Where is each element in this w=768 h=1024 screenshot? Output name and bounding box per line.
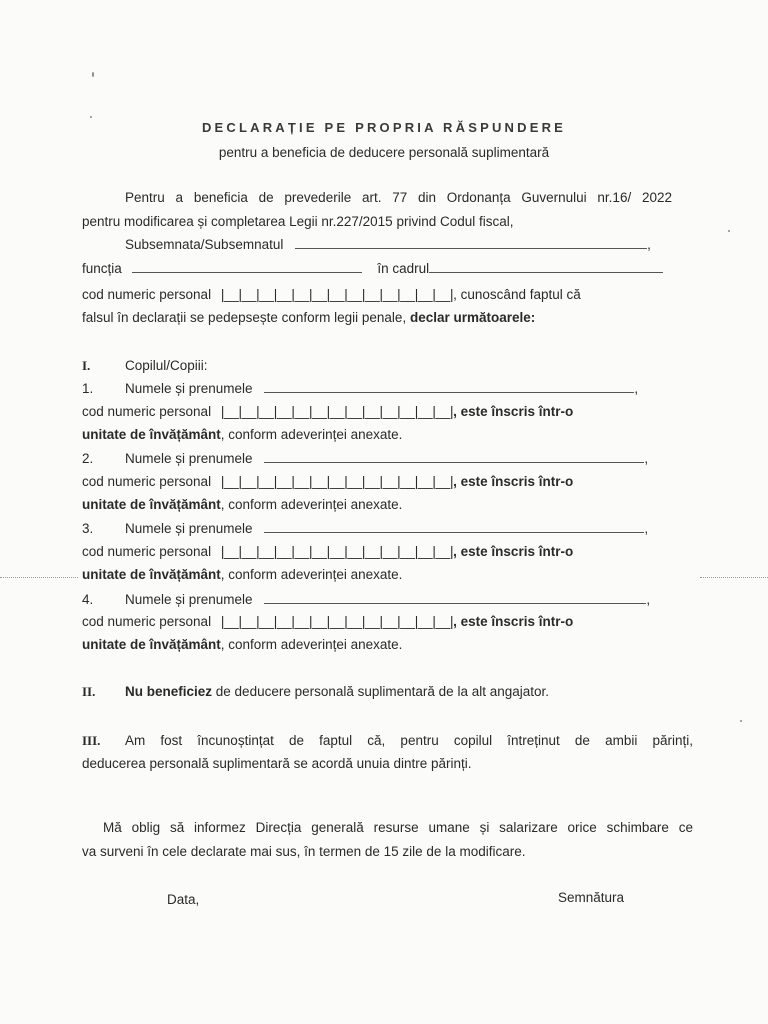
child-2-cnp-row: [82, 474, 573, 490]
child-3-number: 3.: [82, 521, 94, 536]
child-2-number: 2.: [82, 451, 94, 466]
child-4-name-row: Numele și prenumele ,: [125, 592, 651, 607]
scan-speck: [90, 116, 92, 118]
section-3-line-1: Am fost încunoștințat de faptul că, pentru copilul întreținut de ambii părinți,: [125, 733, 693, 748]
child-name-label: Numele și prenumele: [125, 451, 253, 466]
section-1-heading: Copilul/Copiii:: [125, 358, 208, 373]
child-3-cnp-row: [82, 544, 573, 560]
unit-bold-text: unitate de învățământ: [82, 637, 221, 652]
child-2-cnp-field[interactable]: |__|__|__|__|__|__|__|__|__|__|__|__|__|: [220, 474, 454, 489]
child-cnp-label: cod numeric personal: [82, 474, 212, 489]
function-row: [82, 261, 663, 277]
intro-line-2: pentru modificarea și completarea Legii nr.227/2015 privind Codul fiscal,: [82, 214, 514, 229]
scan-speck: [728, 230, 730, 232]
child-cnp-label: cod numeric personal: [82, 544, 212, 559]
section-3-numeral: III.: [82, 733, 101, 748]
knowing-text: , cunoscând faptul că: [453, 287, 581, 302]
child-4-name-field[interactable]: [264, 592, 646, 604]
scan-fold-line: [700, 577, 768, 578]
scan-speck: [740, 720, 742, 722]
child-3-cnp-field[interactable]: |__|__|__|__|__|__|__|__|__|__|__|__|__|: [220, 544, 454, 559]
unit-rest-text: , conform adeverinței anexate.: [220, 637, 403, 652]
unit-rest-text: , conform adeverinței anexate.: [220, 497, 403, 512]
enrolled-text: , este înscris într-o: [453, 474, 574, 489]
unit-rest-text: , conform adeverinței anexate.: [220, 427, 403, 442]
child-2-unit-row: [82, 497, 402, 513]
child-4-unit-row: [82, 637, 402, 653]
child-3-name-field[interactable]: [264, 521, 644, 533]
child-name-label: Numele și prenumele: [125, 521, 253, 536]
date-label: Data,: [167, 892, 200, 907]
signature-label: Semnătura: [558, 890, 625, 905]
section-1-numeral: I.: [82, 358, 91, 373]
within-field[interactable]: [429, 261, 663, 273]
child-4-cnp-row: [82, 614, 573, 630]
section-2-text: de deducere personală suplimentară de la alt angajator.: [212, 684, 550, 699]
child-name-label: Numele și prenumele: [125, 592, 253, 607]
unit-rest-text: , conform adeverinței anexate.: [220, 567, 403, 582]
child-cnp-label: cod numeric personal: [82, 404, 212, 419]
section-2-numeral: II.: [82, 684, 96, 699]
child-cnp-label: cod numeric personal: [82, 614, 212, 629]
child-4-number: 4.: [82, 592, 94, 607]
document-title: DECLARAȚIE PE PROPRIA RĂSPUNDERE: [201, 120, 567, 135]
child-name-label: Numele și prenumele: [125, 381, 253, 396]
cnp-boxes-field[interactable]: |__|__|__|__|__|__|__|__|__|__|__|__|__|: [220, 287, 454, 302]
declarant-cnp-row: [82, 287, 581, 303]
child-1-name-field[interactable]: [264, 381, 634, 393]
child-1-cnp-field[interactable]: |__|__|__|__|__|__|__|__|__|__|__|__|__|: [220, 404, 454, 419]
child-2-name-row: Numele și prenumele ,: [125, 451, 649, 466]
function-field[interactable]: [132, 261, 362, 273]
intro-line-1: Pentru a beneficia de prevederile art. 77 din Ordonanța Guvernului nr.16/ 2022: [125, 190, 672, 205]
child-1-cnp-row: [82, 404, 573, 420]
section-2-text-row: [125, 684, 549, 700]
child-3-name-row: Numele și prenumele ,: [125, 521, 649, 536]
child-4-cnp-field[interactable]: |__|__|__|__|__|__|__|__|__|__|__|__|__|: [220, 614, 454, 629]
child-1-number: 1.: [82, 381, 94, 396]
unit-bold-text: unitate de învățământ: [82, 497, 221, 512]
unit-bold-text: unitate de învățământ: [82, 567, 221, 582]
undersigned-label: Subsemnata/Subsemnatul: [125, 237, 284, 252]
section-3-line-2: deducerea personală suplimentară se acordă unuia dintre părinți.: [82, 756, 472, 771]
document-subtitle: pentru a beneficia de deducere personală suplimentară: [218, 145, 550, 160]
falsity-row: [82, 310, 535, 326]
enrolled-text: , este înscris într-o: [453, 544, 574, 559]
undersigned-row: Subsemnata/Subsemnatul ,: [125, 237, 651, 252]
declare-text: declar următoarele:: [409, 310, 536, 325]
child-1-unit-row: [82, 427, 402, 443]
child-2-name-field[interactable]: [264, 451, 644, 463]
child-1-name-row: Numele și prenumele ,: [125, 381, 639, 396]
scan-speck: [92, 72, 94, 77]
falsity-text: falsul în declarații se pedepsește conform legii penale,: [82, 310, 407, 325]
function-label: funcția: [82, 261, 122, 276]
obligation-line-1: Mă oblig să informez Direcția generală resurse umane și salarizare orice schimbare ce: [103, 820, 693, 835]
child-3-unit-row: [82, 567, 402, 583]
obligation-line-2: va surveni în cele declarate mai sus, în termen de 15 zile de la modificare.: [82, 844, 526, 859]
scan-fold-line: [0, 577, 78, 578]
enrolled-text: , este înscris într-o: [453, 404, 574, 419]
section-2-bold: Nu beneficiez: [125, 684, 213, 699]
undersigned-field[interactable]: [295, 237, 647, 249]
enrolled-text: , este înscris într-o: [453, 614, 574, 629]
unit-bold-text: unitate de învățământ: [82, 427, 221, 442]
cnp-label: cod numeric personal: [82, 287, 212, 302]
within-label: în cadrul: [377, 261, 430, 276]
